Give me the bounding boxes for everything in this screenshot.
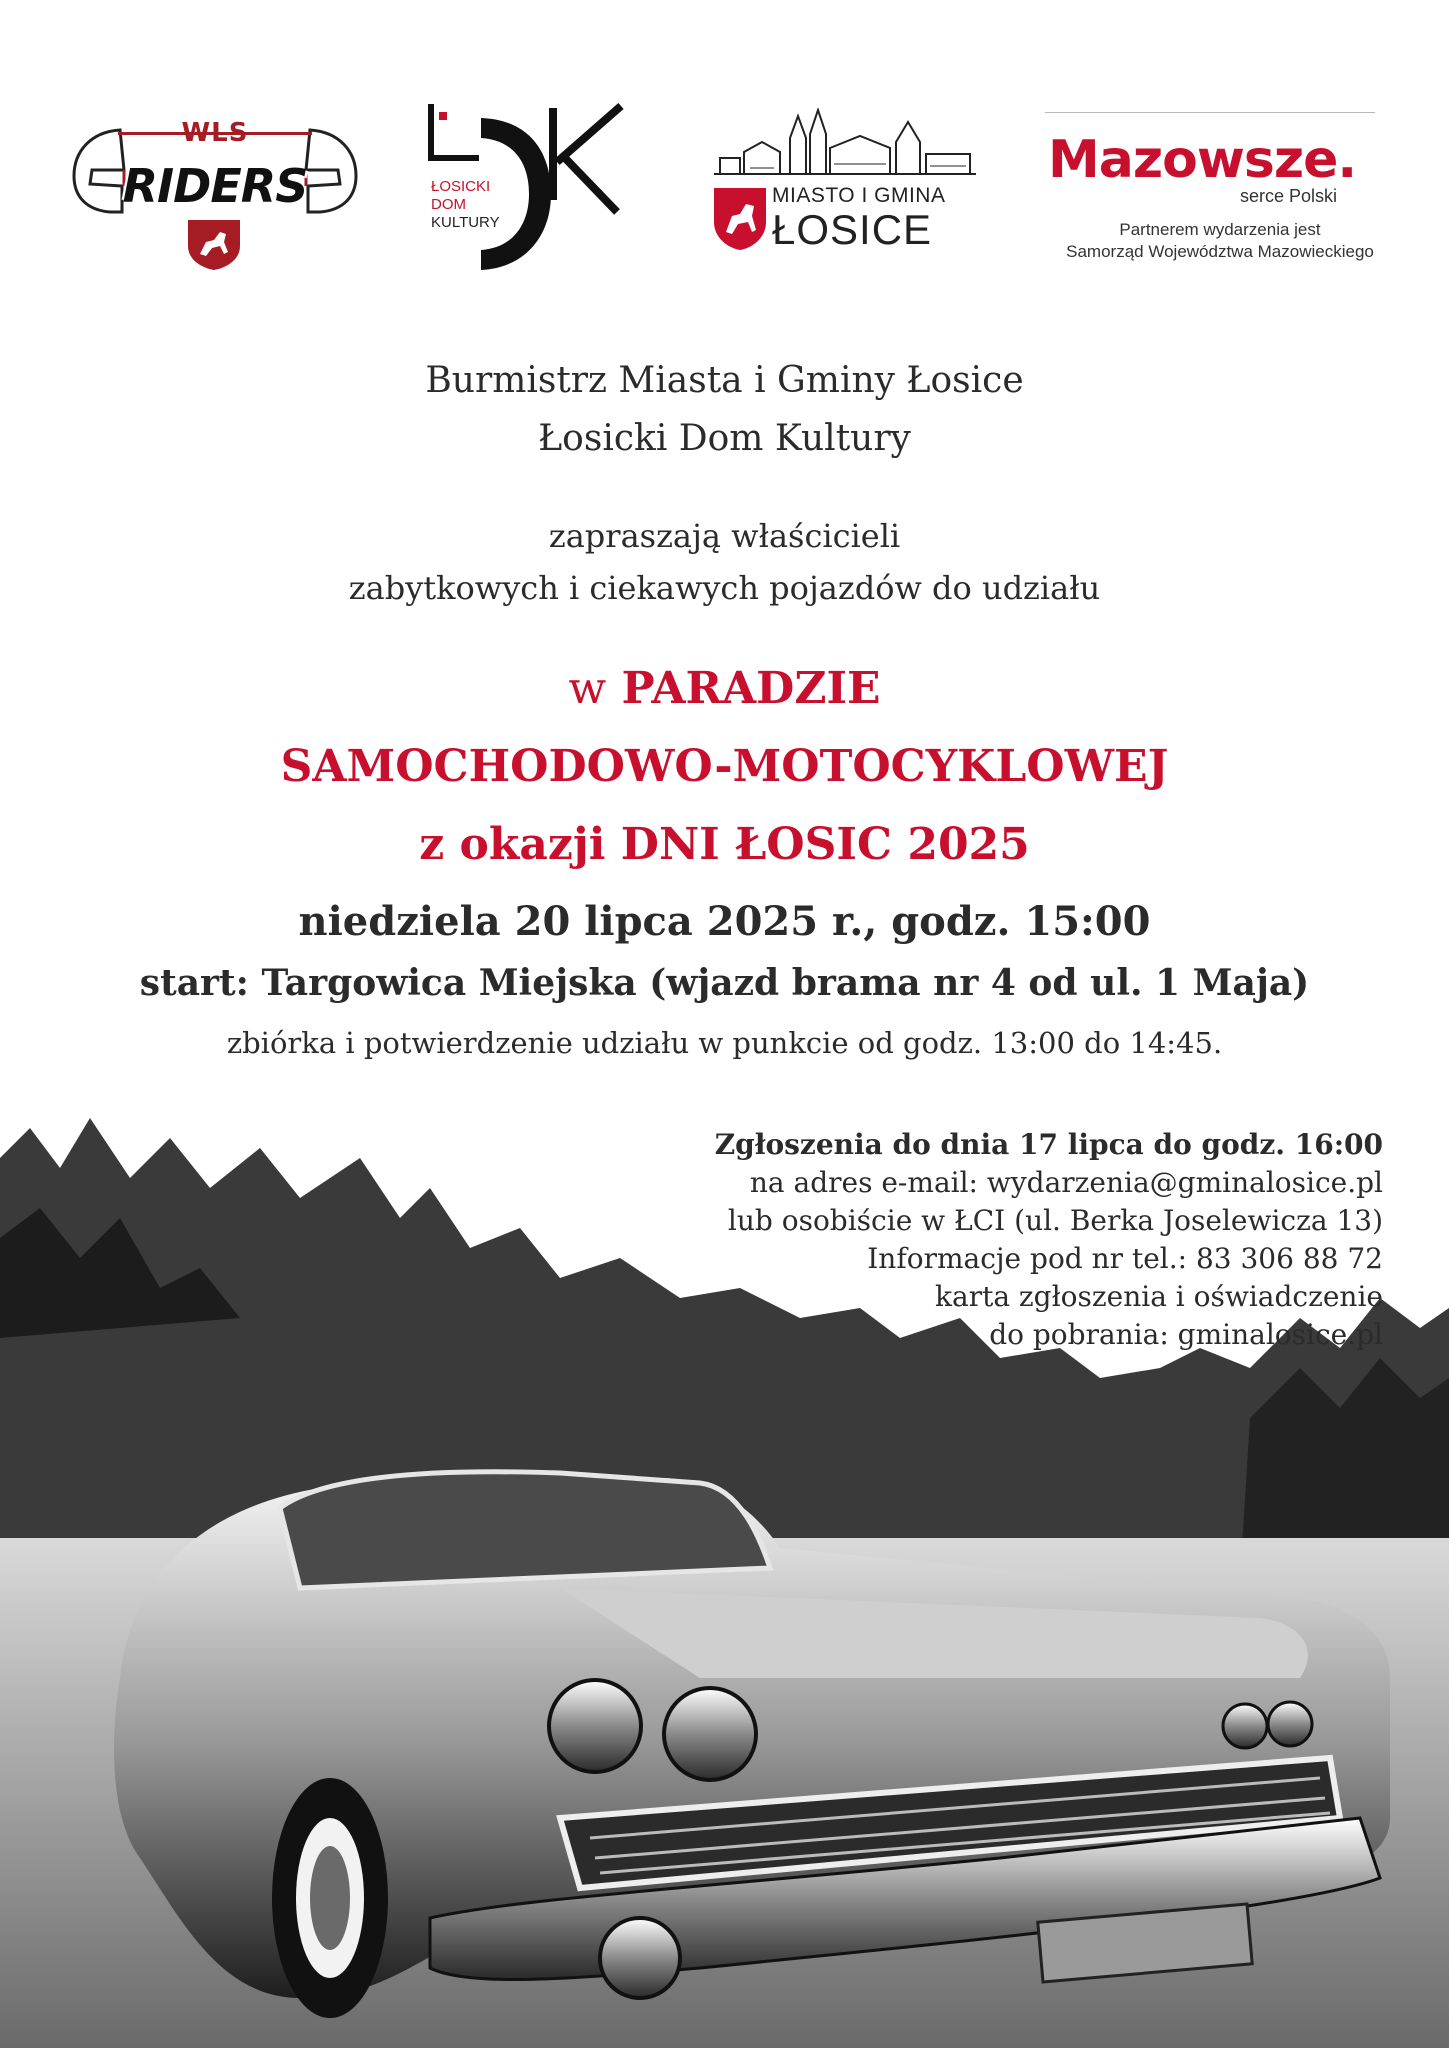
helmet-left-icon xyxy=(70,126,130,216)
mazowsze-logo xyxy=(1040,112,1400,272)
mazowsze-tagline: serce Polski xyxy=(1240,186,1338,206)
parade-line-2: SAMOCHODOWO-MOTOCYKLOWEJ xyxy=(280,741,1169,792)
registration-forms-line-2: do pobrania: gminalosice.pl xyxy=(989,1318,1383,1351)
ldk-line-3: KULTURY xyxy=(431,214,500,231)
organizer-line-2: Łosicki Dom Kultury xyxy=(538,418,911,459)
event-start-location: start: Targowica Miejska (wjazd brama nr 4 od ul. 1 Maja) xyxy=(139,962,1310,1004)
event-date: niedziela 20 lipca 2025 r., godz. 15:00 xyxy=(298,898,1151,945)
wls-top-text: WLS xyxy=(181,118,249,148)
miasto-line-1: MIASTO I GMINA xyxy=(772,184,946,207)
logo-strip xyxy=(0,0,1449,300)
invite-line-2: zabytkowych i ciekawych pojazdów do udziału xyxy=(348,569,1101,607)
ldk-line-2: DOM xyxy=(431,196,466,213)
wls-riders-logo xyxy=(70,118,360,268)
registration-phone: Informacje pod nr tel.: 83 306 88 72 xyxy=(867,1242,1383,1275)
losicki-dom-kultury-logo xyxy=(425,100,665,280)
registration-email: na adres e-mail: wydarzenia@gminalosice.pl xyxy=(749,1166,1383,1199)
parade-line-1 xyxy=(0,650,1449,728)
invite-line-1: zapraszają właścicieli xyxy=(548,517,901,555)
registration-info xyxy=(623,1126,1383,1354)
organizers-block xyxy=(0,352,1449,468)
parade-w: w xyxy=(568,663,607,714)
parade-title xyxy=(0,650,1449,884)
registration-in-person: lub osobiście w ŁCI (ul. Berka Joselewicza 13) xyxy=(727,1204,1383,1237)
helmet-right-icon xyxy=(300,126,360,216)
town-skyline-icon xyxy=(710,108,980,178)
miasto-gmina-losice-logo xyxy=(710,108,980,268)
registration-deadline: Zgłoszenia do dnia 17 lipca do godz. 16:00 xyxy=(714,1128,1383,1161)
ldk-caption xyxy=(431,178,521,232)
mazowsze-brand: Mazowsze. xyxy=(1048,130,1357,190)
partner-line-2: Samorząd Województwa Mazowieckiego xyxy=(1066,242,1374,261)
parade-word: PARADZIE xyxy=(621,663,881,714)
registration-forms-line-1: karta zgłoszenia i oświadczenie xyxy=(935,1280,1383,1313)
parade-line-3: z okazji DNI ŁOSIC 2025 xyxy=(419,819,1030,870)
event-gathering-info: zbiórka i potwierdzenie udziału w punkcie od godz. 13:00 do 14:45. xyxy=(226,1026,1223,1060)
partner-line-1: Partnerem wydarzenia jest xyxy=(1119,220,1321,239)
mazowsze-rule xyxy=(1045,112,1375,113)
horse-shield-icon xyxy=(184,216,244,272)
horse-crest-icon xyxy=(712,186,768,252)
wls-main-text: RIDERS xyxy=(122,159,308,213)
miasto-line-2: ŁOSICE xyxy=(772,206,933,253)
organizer-line-1: Burmistrz Miasta i Gminy Łosice xyxy=(425,360,1024,401)
ldk-line-1: ŁOSICKI xyxy=(431,178,491,195)
invite-block xyxy=(0,510,1449,614)
